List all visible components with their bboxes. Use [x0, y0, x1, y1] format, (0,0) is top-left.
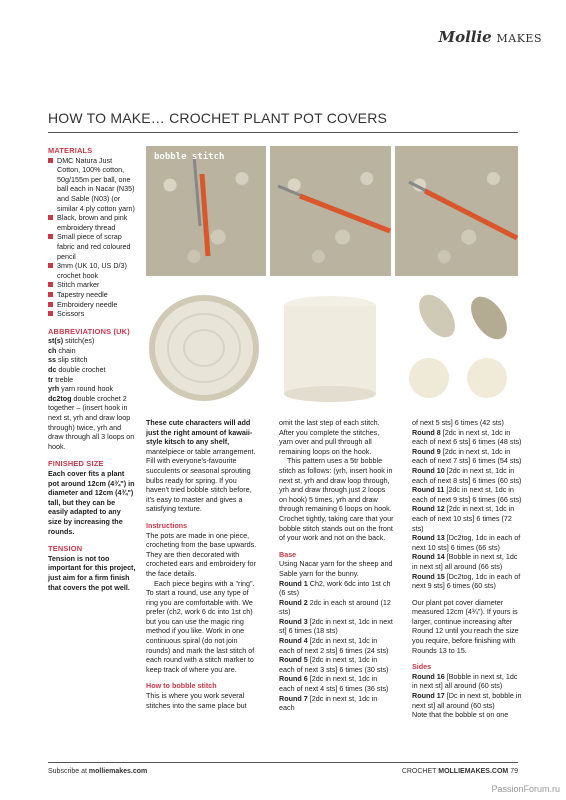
round-item [412, 504, 522, 533]
round-text: [2dc in next st, 1dc in each of next 3 sts] 6 times (30 sts) [279, 655, 389, 674]
brand-mollie: Mollie [438, 28, 492, 46]
round-label: Round 17 [412, 691, 445, 701]
round-label: Round 5 [279, 655, 308, 665]
abbreviations-heading: ABBREVIATIONS (UK) [48, 326, 130, 336]
intro-bold: These cute characters will add just the right amount of kawaii-style kitsch to any shelf, [146, 418, 253, 447]
sidebar [48, 146, 136, 592]
round-label: Round 6 [279, 674, 308, 684]
footer-subscribe [48, 768, 147, 775]
crochet-pot-photo [270, 282, 391, 410]
round-item [279, 579, 394, 598]
round-item [412, 485, 522, 504]
brand-logo [438, 28, 542, 46]
round-7-cont: of next 5 sts] 6 times (42 sts) [412, 418, 504, 427]
abbreviation-item [48, 375, 136, 385]
round-text: [2dc in next st, 1dc in each of next 8 sts] 6 times (60 sts) [412, 465, 522, 485]
crochet-pot-icon [270, 282, 391, 410]
finished-size-text: Each cover fits a plant pot around 12cm (4¾") in diameter and 12cm (4¾") tall, but they can be easily adapted to any size by increasing the rounds. [48, 469, 135, 536]
abbreviation-value: treble [53, 374, 74, 384]
sides-heading: Sides [412, 662, 432, 672]
abbreviations-list [48, 336, 136, 451]
round-text: [2dc in next st, 1dc in each of next 2 sts] 6 times (24 sts) [279, 636, 389, 655]
abbreviation-value: yarn round hook [59, 384, 114, 394]
round-item [412, 572, 522, 591]
abbreviation-value: stitch(es) [63, 336, 95, 346]
footer-site: MOLLIEMAKES.COM [438, 768, 509, 775]
round-item [412, 447, 522, 466]
sides-note: Note that the bobble st on one [412, 710, 509, 720]
crochet-ears-icon [395, 282, 518, 410]
diameter-note: Our plant pot cover diameter measured 12cm (4¾"). If yours is larger, continue increasing after Round 12 until you reach the size you require, before finishing with Rounds 13 to 15. [412, 597, 519, 655]
round-label: Round 3 [279, 616, 308, 626]
tension-heading: TENSION [48, 544, 83, 554]
round-text: [Bobble in next st, 1dc in next st] all around (66 sts) [412, 552, 518, 571]
abbreviation-value: double crochet [56, 365, 106, 375]
round-item [412, 552, 522, 571]
bobble-step-photo-3 [395, 146, 518, 276]
abbreviation-key: ch [48, 345, 57, 355]
round-item [279, 655, 394, 674]
finished-size-heading: FINISHED SIZE [48, 459, 104, 469]
round-label: Round 2 [279, 597, 308, 607]
round-label: Round 15 [412, 571, 445, 581]
material-item: Stitch marker [48, 280, 136, 290]
abbreviation-value: double crochet 2 together – (insert hook in next st, yrh and draw loop through) twice, yrh and draw through all 3 loops on hook. [48, 393, 135, 451]
round-text: [Dc in next st, bobble in next st] all around (60 sts) [412, 691, 522, 710]
round-text: [Bobble in next st, 1dc in next st] all around (60 sts) [412, 671, 518, 691]
material-item: Scissors [48, 309, 136, 319]
round-item [412, 672, 522, 691]
column-4 [412, 418, 522, 720]
crochet-hook-icon [270, 146, 391, 276]
column-3 [279, 418, 394, 713]
round-text: [2dc in next st, 1dc in each of next 9 sts] 6 times (66 sts) [412, 485, 522, 504]
round-text: [2dc in next st, 1dc in each [279, 693, 378, 713]
abbreviation-key: yrh [48, 384, 60, 394]
round-label: Round 4 [279, 636, 308, 646]
bobble-method: This pattern uses a 5tr bobble stitch as follows: (yrh, insert hook in next st, yrh and draw loop through, yrh and draw through just 2 loops on hook) 5 times, yrh and draw through remaining 6 loops on hook. Crochet tightly, taking care that your bobble stitch stands out on the front of your work and not on the back. [279, 456, 394, 543]
round-label: Round 1 [279, 578, 308, 588]
round-label: Round 10 [412, 465, 445, 475]
round-item [279, 636, 394, 655]
material-item: DMC Natura Just Cotton, 100% cotton, 50g/155m per ball, one ball each in Nacar (N35) and Sable (N03) (or similar 4 ply cotton yarn) [48, 156, 136, 214]
materials-heading: MATERIALS [48, 146, 93, 155]
round-label: Round 11 [412, 485, 445, 495]
abbreviation-key: st(s) [48, 336, 64, 346]
round-item [279, 617, 394, 636]
page-number: 79 [510, 768, 518, 775]
intro-text: mantelpiece or table arrangement. Fill with everyone's-favourite succulents or seasonal sprouting bulbs ready for spring. If you haven't tried bobble stitch before, it's easy to master and gives a satisfying texture. [146, 446, 256, 514]
round-item [412, 466, 522, 485]
footer-subscribe-label: Subscribe at [48, 768, 87, 775]
round-text: [2dc in next st, 1dc in each of next 10 sts] 6 times (72 sts) [412, 504, 515, 533]
round-label: Round 13 [412, 533, 445, 543]
abbreviation-item [48, 346, 136, 356]
crochet-base-icon [146, 282, 266, 410]
bobble-text-cont: omit the last step of each stitch. After you complete the stitches, yarn over and pull through all remaining loops on the hook. [279, 418, 380, 456]
bobble-stitch-label: bobble stitch [154, 152, 225, 162]
footer-subscribe-link[interactable]: molliemakes.com [88, 768, 148, 775]
abbreviation-item [48, 394, 136, 452]
abbreviation-key: ss [48, 355, 56, 365]
footer-rule [48, 762, 518, 763]
material-item: 3mm (UK 10, US D/3) crochet hook [48, 261, 136, 280]
material-item: Small piece of scrap fabric and red coloured pencil [48, 232, 136, 261]
instructions-heading: Instructions [146, 520, 188, 530]
round-label: Round 8 [412, 427, 441, 437]
abbreviation-item [48, 355, 136, 365]
round-label: Round 7 [279, 693, 308, 703]
round-text: Ch2, work 6dc into 1st ch (6 sts) [279, 578, 391, 598]
base-heading: Base [279, 549, 297, 559]
round-item [279, 674, 394, 693]
crochet-hook-icon [395, 146, 518, 276]
title-rule [48, 132, 518, 133]
abbreviation-value: chain [56, 345, 76, 355]
round-label: Round 9 [412, 446, 441, 456]
crochet-ears-photo [395, 282, 518, 410]
how-to-bobble-heading: How to bobble stitch [146, 681, 217, 691]
tension-text: Tension is not too important for this project, just aim for a firm finish that covers the pot well. [48, 553, 136, 592]
instructions-p2: Each piece begins with a "ring". To start a round, use any type of ring you are comfortable with. We prefer (ch2, work 6 dc into 1st ch) but you can use the magic ring method if you like. Work in one continuous spiral (do not join rounds) and mark the last stitch of each round with a stitch marker to keep track of where you are. [146, 578, 255, 674]
brand-makes: MAKES [496, 32, 542, 45]
round-label: Round 16 [412, 671, 445, 681]
crochet-hook-icon [146, 146, 266, 276]
abbreviation-key: tr [48, 374, 54, 384]
round-item [412, 691, 522, 710]
footer-page [402, 768, 518, 775]
how-to-bobble-text: This is where you work several stitches into the same place but [146, 691, 247, 710]
abbreviation-item [48, 384, 136, 394]
base-rounds-cont [412, 428, 522, 591]
abbreviation-key: dc [48, 365, 57, 375]
watermark: PassionForum.ru [491, 784, 560, 794]
instructions-p1: The pots are made in one piece, crocheting from the base upwards. They are then decorated with crocheted ears and embroidery for the face details. [146, 530, 257, 578]
round-text: [2dc in next st, 1dc in each of next 7 sts] 6 times (54 sts) [412, 446, 522, 466]
round-text: [2dc in next st, 1dc in next st] 6 times (18 sts) [279, 616, 393, 636]
round-item [412, 533, 522, 552]
material-item: Embroidery needle [48, 300, 136, 310]
bobble-step-photo-1 [146, 146, 266, 276]
sides-rounds [412, 672, 522, 710]
round-text: [2dc in next st, 1dc in each of next 6 sts] 6 times (48 sts) [412, 427, 522, 447]
column-2 [146, 418, 261, 710]
page-title: HOW TO MAKE… CROCHET PLANT POT COVERS [48, 110, 388, 126]
round-text: [2dc in next st, 1dc in each of next 4 sts] 6 times (36 sts) [279, 674, 389, 694]
material-item: Tapestry needle [48, 290, 136, 300]
round-item [279, 694, 394, 713]
bobble-step-photo-2 [270, 146, 391, 276]
materials-list [48, 156, 136, 319]
round-item [279, 598, 394, 617]
footer-section: CROCHET [401, 768, 437, 775]
round-text: [Dc2tog, 1dc in each of next 10 sts] 6 times (66 sts) [412, 533, 521, 552]
abbreviation-item [48, 336, 136, 346]
base-rounds [279, 579, 394, 713]
round-item [412, 428, 522, 447]
crochet-base-photo [146, 282, 266, 410]
round-label: Round 12 [412, 504, 445, 514]
abbreviation-key: dc2tog [48, 393, 72, 403]
material-item: Black, brown and pink embroidery thread [48, 213, 136, 232]
base-text: Using Nacar yarn for the sheep and Sable yarn for the bunny. [279, 559, 393, 578]
round-text: [Dc2tog, 1dc in each of next 9 sts] 6 times (60 sts) [412, 571, 521, 591]
abbreviation-value: slip stitch [56, 355, 88, 365]
round-label: Round 14 [412, 552, 445, 562]
abbreviation-item [48, 365, 136, 375]
round-text: 2dc in each st around (12 sts) [279, 597, 391, 617]
